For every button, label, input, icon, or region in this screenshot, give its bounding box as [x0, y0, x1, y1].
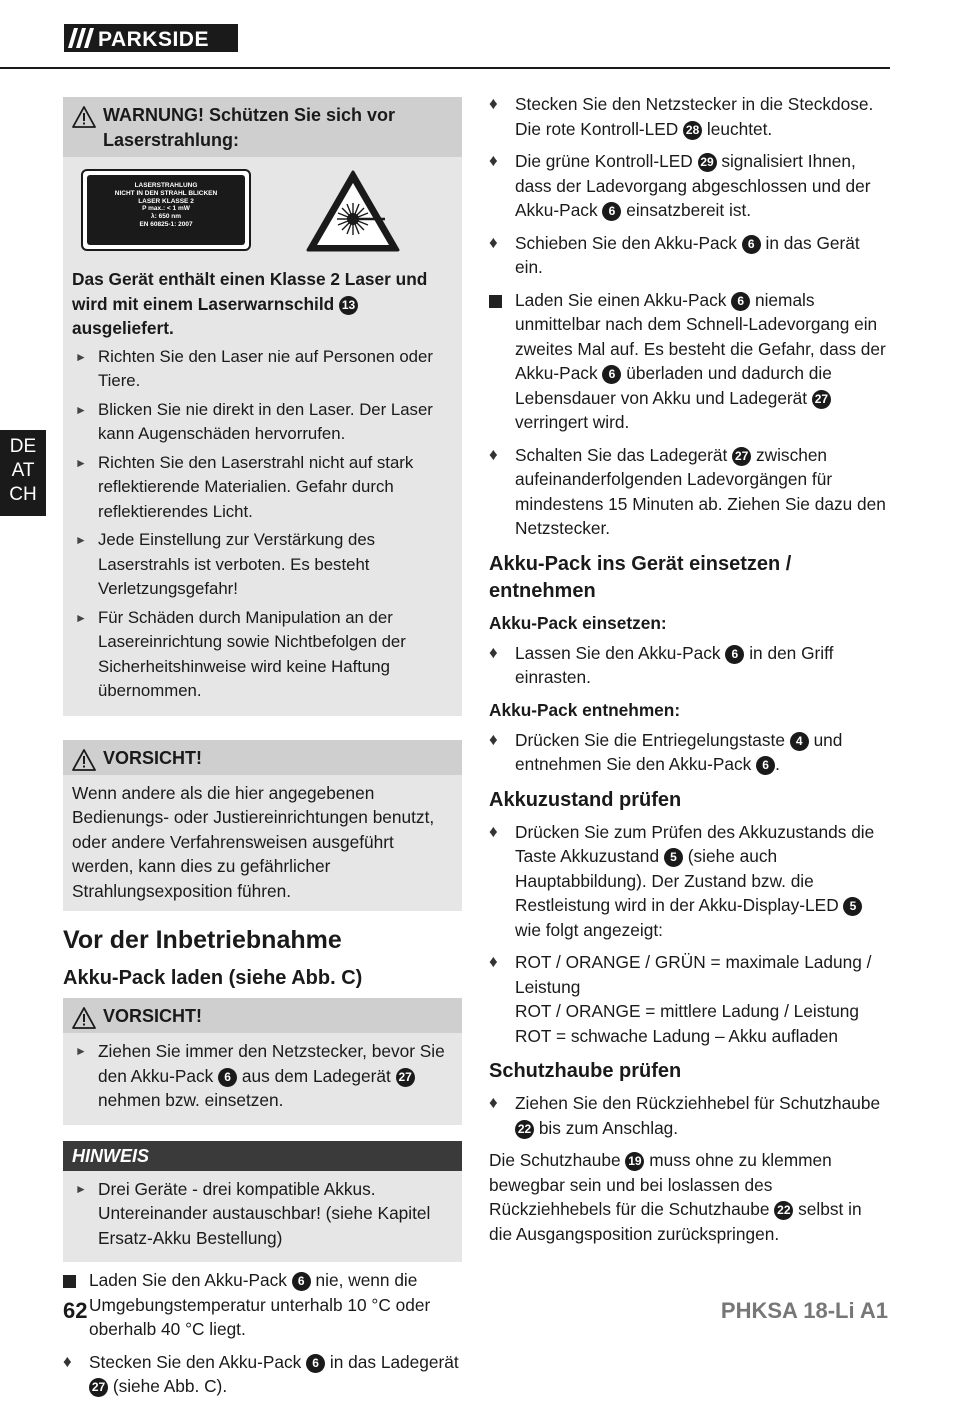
hinweis-box	[63, 1141, 462, 1263]
ref-number: 5	[664, 848, 683, 867]
laser-warning-list	[72, 345, 453, 704]
list-item: ► Ziehen Sie immer den Netzstecker, bevor Sie den Akku-Pack 6 aus dem Ladegerät 27 nehmen bzw. einsetzen.	[75, 1041, 445, 1110]
laser-warning-box	[63, 97, 462, 716]
bullet-triangle-icon: ►	[75, 610, 87, 625]
caution-text: Wenn andere als die hier angegebenen Bedienungs- oder Justiereinrichtungen benutzt, oder andere Verfahrensweisen ausgeführt werden, kann dies zu gefährlicher Strahlungsexposition führen.	[72, 782, 435, 901]
list-item: ♦ ROT / ORANGE / GRÜN = maximale Ladung / Leistung ROT / ORANGE = mittlere Ladung / Leistung ROT = schwache Ladung – Akku aufladen	[489, 952, 872, 1046]
bullet-diamond-icon: ♦	[63, 1351, 72, 1371]
bullet-square-icon	[63, 1275, 76, 1288]
ref-number: 22	[774, 1201, 793, 1220]
ref-number: 28	[683, 121, 702, 140]
bullet-diamond-icon: ♦	[489, 232, 498, 252]
list-item: ♦ Die grüne Kontroll-LED 29 signalisiert Ihnen, dass der Ladevorgang abgeschlossen und der Akku-Pack 6 einsatzbereit ist.	[489, 151, 871, 220]
caution-box-2	[63, 998, 462, 1125]
laser-hazard-icon	[305, 169, 401, 253]
ref-number: 6	[306, 1354, 325, 1373]
bullet-diamond-icon: ♦	[489, 444, 498, 464]
bullet-triangle-icon: ►	[75, 533, 87, 547]
bullet-triangle-icon: ►	[75, 402, 87, 417]
guard-heading: Schutzhaube prüfen	[489, 1060, 682, 1082]
caution-box	[63, 740, 462, 912]
bullet-diamond-icon: ♦	[489, 151, 498, 170]
list-item: ♦ Stecken Sie den Netzstecker in die Steckdose. Die rote Kontroll-LED 28 leuchtet.	[489, 94, 874, 139]
laser-class-note: Das Gerät enthält einen Klasse 2 Laser und wird mit einem Laserwarnschild 13 ausgeliefert.	[72, 269, 428, 338]
bullet-triangle-icon: ►	[75, 349, 87, 364]
charge-heading: Akku-Pack laden (siehe Abb. C)	[63, 967, 363, 989]
ref-number: 6	[742, 235, 761, 254]
model-name: PHKSA 18-Li A1	[720, 1298, 888, 1323]
insert-heading: Akku-Pack ins Gerät einsetzen / entnehmen	[489, 552, 792, 602]
warning-icon	[72, 106, 96, 128]
bullet-diamond-icon: ♦	[489, 1093, 498, 1112]
ref-number: 6	[602, 202, 621, 221]
bullet-diamond-icon: ♦	[489, 952, 498, 971]
page-number: 62	[63, 1298, 88, 1323]
insert-subheading: Akku-Pack einsetzen:	[489, 612, 667, 633]
ref-number: 6	[218, 1068, 237, 1087]
list-item: ► Für Schäden durch Manipulation an der Lasereinrichtung sowie Nichtbefolgen der Sicherheitshinweise wird keine Haftung übernommen.	[75, 607, 406, 700]
bullet-diamond-icon: ♦	[489, 642, 498, 662]
laser-class-label: LASERSTRAHLUNG NICHT IN DEN STRAHL BLICKEN LASER KLASSE 2 P max.: < 1 mW λ: 650 nm EN 60825-1: 2007	[81, 169, 251, 251]
bullet-triangle-icon: ►	[75, 1044, 87, 1058]
bullet-diamond-icon: ♦	[489, 94, 498, 113]
list-item: ♦ Lassen Sie den Akku-Pack 6 in den Griff einrasten.	[489, 642, 834, 687]
ref-number: 6	[602, 365, 621, 384]
parkside-logo	[64, 24, 238, 52]
list-item: Laden Sie einen Akku-Pack 6 niemals unmittelbar nach dem Schnell-Ladevorgang ein zweites Mal auf. Es besteht die Gefahr, dass der Akku-Pack 6 überladen und dadurch die Lebensdauer von Akku und Ladegerät 27 verringert wird.	[489, 288, 889, 435]
bullet-diamond-icon: ♦	[489, 821, 498, 841]
svg-text:PARKSIDE: PARKSIDE	[98, 28, 209, 51]
lang-at: AT	[11, 460, 35, 481]
left-column	[63, 97, 462, 1407]
ref-number: 27	[732, 447, 751, 466]
warning-title: WARNUNG! Schützen Sie sich vor Laserstrahlung:	[103, 105, 396, 150]
list-item: ► Richten Sie den Laser nie auf Personen oder Tiere.	[75, 346, 433, 390]
list-item: ♦ Schieben Sie den Akku-Pack 6 in das Gerät ein.	[489, 232, 860, 277]
guard-paragraph: Die Schutzhaube 19 muss ohne zu klemmen bewegbar sein und bei loslassen des Rückziehhebels für die Schutzhaube 22 selbst in die Ausgangsposition zurückspringen.	[489, 1150, 862, 1244]
ref-number: 13	[339, 296, 358, 315]
ref-number: 4	[790, 732, 809, 751]
ref-number: 6	[725, 645, 744, 664]
list-item: ► Jede Einstellung zur Verstärkung des Laserstrahls ist verboten. Es besteht Verletzungsgefahr!	[75, 530, 376, 598]
ref-number: 6	[292, 1272, 311, 1291]
list-item: ► Blicken Sie nie direkt in den Laser. Der Laser kann Augenschäden hervorrufen.	[75, 399, 433, 443]
section-title: Vor der Inbetriebnahme	[63, 926, 342, 954]
caution-heading: VORSICHT!	[63, 740, 462, 775]
warning-icon	[72, 749, 96, 771]
ref-number: 22	[515, 1120, 534, 1139]
ref-number: 27	[396, 1068, 415, 1087]
language-tab	[0, 430, 46, 516]
hinweis-heading: HINWEIS	[63, 1141, 462, 1171]
bullet-diamond-icon: ♦	[489, 729, 498, 749]
remove-subheading: Akku-Pack entnehmen:	[489, 699, 681, 720]
list-item: ♦ Stecken Sie den Akku-Pack 6 in das Ladegerät 27 (siehe Abb. C).	[63, 1351, 459, 1396]
bullet-triangle-icon: ►	[75, 455, 87, 470]
ref-number: 29	[698, 153, 717, 172]
lang-de: DE	[9, 436, 37, 457]
list-item: ♦ Schalten Sie das Ladegerät 27 zwischen aufeinanderfolgenden Ladevorgängen für mindestens 15 Minuten ab. Ziehen Sie dazu den Netzstecker.	[489, 444, 886, 538]
warning-heading	[63, 97, 462, 157]
list-item: ♦ Drücken Sie die Entriegelungstaste 4 und entnehmen Sie den Akku-Pack 6 .	[489, 729, 843, 774]
list-item: ♦ Drücken Sie zum Prüfen des Akkuzustands die Taste Akkuzustand 5 (siehe auch Hauptabbildung). Der Zustand bzw. die Restleistung wird in der Akku-Display-LED 5 wie folgt angezeigt:	[489, 821, 875, 940]
ref-number: 5	[843, 897, 862, 916]
list-item: ♦ Ziehen Sie den Rückziehhebel für Schutzhaube 22 bis zum Anschlag.	[489, 1093, 881, 1138]
ref-number: 27	[812, 390, 831, 409]
list-item: Laden Sie den Akku-Pack 6 nie, wenn die Umgebungstemperatur unterhalb 10 °C oder oberhalb 40 °C liegt.	[63, 1268, 462, 1342]
right-column	[489, 92, 889, 1246]
caution-heading-2: VORSICHT!	[63, 998, 462, 1033]
lang-ch: CH	[9, 484, 37, 505]
bullet-square-icon	[489, 295, 502, 308]
ref-number: 6	[756, 756, 775, 775]
battery-state-heading: Akkuzustand prüfen	[489, 788, 682, 811]
bullet-triangle-icon: ►	[75, 1181, 87, 1196]
warning-icon	[72, 1007, 96, 1029]
header-rule	[0, 67, 890, 69]
ref-number: 6	[731, 292, 750, 311]
ref-number: 19	[625, 1152, 644, 1171]
ref-number: 27	[89, 1378, 108, 1397]
list-item: ► Richten Sie den Laserstrahl nicht auf stark reflektierende Materialien. Gefahr durch reflektierendes Licht.	[75, 452, 414, 521]
list-item: ► Drei Geräte - drei kompatible Akkus. Untereinander austauschbar! (siehe Kapitel Ersatz-Akku Bestellung)	[75, 1178, 431, 1248]
